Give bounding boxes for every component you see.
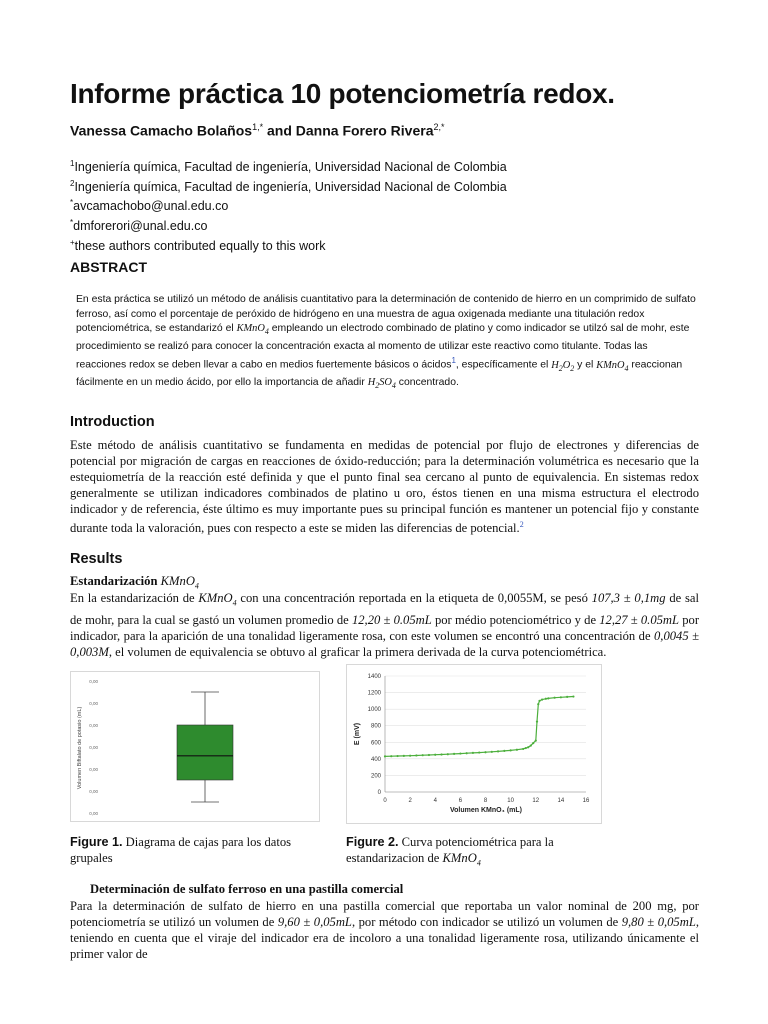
data-point	[525, 747, 527, 749]
data-point	[553, 697, 555, 699]
abstract-text: En esta práctica se utilizó un método de análisis cuantitativo para la determinación de contenido de hierro en un comprimido de sulfato ferroso, así como el porcentaje de peróxido de hidrógeno en una muestra de agua oxigenada mediante una titulación redox potenciométrica, se estandarizó el KMnO$_4$ empleando un electrodo combinado de platino y como indicador se utilzó sal de mohr, este procedimiento se realizó para conocer la concentración exacta al momento de utilizar este reactivo como titulante. Todas las reacciones redox se deben llevar a cabo en medios fuertemente básicos o ácidos$^1$, específicamente el $H_2O_2$ y el KMnO$_4$ reaccionan fácilmente en un medio ácido, por ello la importancia de añadir $H_2SO_4$ concentrado.	[76, 294, 696, 391]
data-point	[538, 700, 540, 702]
x-tick-label: 4	[433, 798, 437, 804]
subsection-ferrous-sulfate: Determinación de sulfato ferroso en una pastilla comercial	[90, 882, 404, 896]
data-point	[572, 695, 574, 697]
figure-2-ylabel: E (mV)	[354, 722, 361, 746]
email-line: *dmforerori@unal.edu.co	[70, 217, 208, 234]
introduction-text: Este método de análisis cuantitativo se fundamenta en medidas de potencial por flujo de electrones y diferencias de potencial por migración de cargas en reacciones de óxido-reducción; para la determinación volumétrica es necesario que la estequiometría de la reacción esté definida y que el punto final sea cercano al punto de equivalencia. En sistemas redox generalmente se utilizan indicadores combinados de platino u oro, éstos tienen en una misma estructura el electrodo indicador y de referencia, éste último es muy importante pues su principal función es mantener un potencial fijo y constante durante toda la valoración, pues con respecto a este se miden las diferencias de potencial.$^2$	[70, 438, 699, 536]
y-tick-label: 1400	[367, 674, 381, 680]
data-point	[537, 703, 539, 705]
figure-2-potentiometric-curve	[346, 664, 602, 824]
data-point	[403, 755, 405, 757]
y-tick-label: 400	[370, 756, 381, 763]
data-point	[484, 751, 486, 753]
data-point	[522, 748, 524, 750]
data-point	[535, 740, 537, 742]
x-tick-label: 0	[383, 798, 387, 804]
data-point	[466, 752, 468, 754]
y-tick-label: 1200	[367, 690, 381, 697]
data-point	[566, 696, 568, 698]
data-point	[545, 698, 547, 700]
y-tick-label: 0,00	[89, 745, 98, 750]
x-tick-label: 6	[458, 798, 463, 804]
data-point	[422, 754, 424, 756]
results-heading: Results	[70, 551, 123, 567]
y-tick-label: 0,00	[89, 767, 98, 772]
y-tick-label: 200	[370, 773, 381, 780]
y-tick-label: 0,00	[89, 723, 98, 728]
data-point	[532, 742, 534, 744]
email-line: *avcamachobo@unal.edu.co	[70, 198, 229, 214]
data-point	[447, 753, 449, 755]
y-tick-label: 600	[370, 740, 381, 747]
data-point	[434, 754, 436, 756]
data-point	[530, 745, 532, 747]
data-point	[510, 749, 512, 751]
y-tick-label: 0,00	[89, 701, 98, 706]
y-tick-label: 0,00	[89, 789, 98, 794]
data-point	[547, 697, 549, 699]
citation-link[interactable]: 1	[451, 356, 456, 366]
data-point	[453, 753, 455, 755]
data-point	[472, 752, 474, 754]
author-2-sup: 2,*	[433, 122, 445, 132]
x-tick-label: 8	[483, 798, 488, 804]
data-point	[491, 751, 493, 753]
citation-link[interactable]: 2	[519, 520, 524, 529]
y-tick-label: 1000	[367, 707, 381, 714]
data-point	[440, 753, 442, 755]
data-point	[409, 755, 411, 757]
data-point	[415, 754, 417, 756]
data-point	[459, 752, 461, 754]
y-tick-label: 800	[370, 723, 381, 730]
data-point	[478, 751, 480, 753]
x-tick-label: 10	[507, 798, 514, 804]
figure-1-boxplot	[70, 671, 320, 822]
figure-1-ylabel: Volumen Biftalato de potasio (mL)	[77, 706, 83, 790]
figure-1-caption: Figure 1. Diagrama de cajas para los datos grupales	[70, 835, 292, 865]
box-iqr	[177, 725, 233, 780]
data-point	[527, 746, 529, 748]
y-tick-label: 0,00	[89, 679, 98, 684]
affiliation-line: $^1$Ingeniería química, Facultad de ingeniería, Universidad Nacional de Colombia	[70, 159, 507, 175]
introduction-heading: Introduction	[70, 414, 155, 430]
paper-title: Informe práctica 10 potenciometría redox.	[70, 78, 615, 109]
author-line	[70, 122, 445, 139]
results-text: En la estandarización de KMnO$_4$ con una concentración reportada en la etiqueta de 0,0055M, se pesó 107,3 ± 0,1mg de sal de mohr, para la cual se gastó un volumen promedio de 12,20 ± 0.05mL por médio potenciométrico y de 12,27 ± 0.05mL por indicador, para la aparición de una tonalidad ligeramente rosa, con este volumen se encontró una concentración de 0,0045 ± 0,003M, el volumen de equivalencia se obtuvo al graficar la primera derivada de la curva potenciométrica.	[70, 591, 700, 659]
data-point	[536, 720, 538, 722]
author-1: Vanessa Camacho Bolaños	[70, 122, 253, 139]
author-2: Danna Forero Rivera	[295, 122, 434, 139]
abstract-heading: ABSTRACT	[70, 259, 147, 275]
author-1-sup: 1,*	[252, 122, 264, 132]
affiliation-line: $^2$Ingeniería química, Facultad de ingeniería, Universidad Nacional de Colombia	[70, 178, 507, 194]
x-tick-label: 14	[557, 798, 565, 804]
section2-text: Para la determinación de sulfato de hierro en una pastilla comercial que reportaba un valor nominal de 200 mg, por potenciometría se utilizó un volumen de 9,60 ± 0,05mL, por método con indicador se utilizó un volumen de 9,80 ± 0,05mL, teniendo en cuenta que el viraje del indicador era de incoloro a una tonalidad ligeramente rosa, utilizando únicamente el primer valor de	[70, 899, 699, 961]
figure-2-caption: Figure 2. Curva potenciométrica para la estandarizacion de KMnO$_4$	[346, 835, 554, 868]
data-point	[516, 749, 518, 751]
data-point	[384, 755, 386, 757]
data-point	[560, 696, 562, 698]
x-tick-label: 12	[532, 798, 540, 804]
x-tick-label: 16	[582, 798, 590, 804]
data-point	[541, 699, 543, 701]
contribution-note: +these authors contributed equally to this work	[70, 237, 326, 253]
author-and: and	[263, 122, 296, 139]
figure-2-xlabel: Volumen KMnO₄ (mL)	[449, 807, 523, 814]
data-point	[428, 754, 430, 756]
data-point	[497, 750, 499, 752]
x-tick-label: 2	[408, 798, 412, 804]
data-point	[503, 750, 505, 752]
affiliations	[70, 156, 507, 254]
data-point	[390, 755, 392, 757]
subsection-standardization: Estandarización KMnO$_4$	[70, 574, 199, 591]
y-tick-label: 0,00	[89, 811, 98, 816]
y-tick-label: 0	[377, 790, 381, 796]
data-point	[396, 755, 398, 757]
